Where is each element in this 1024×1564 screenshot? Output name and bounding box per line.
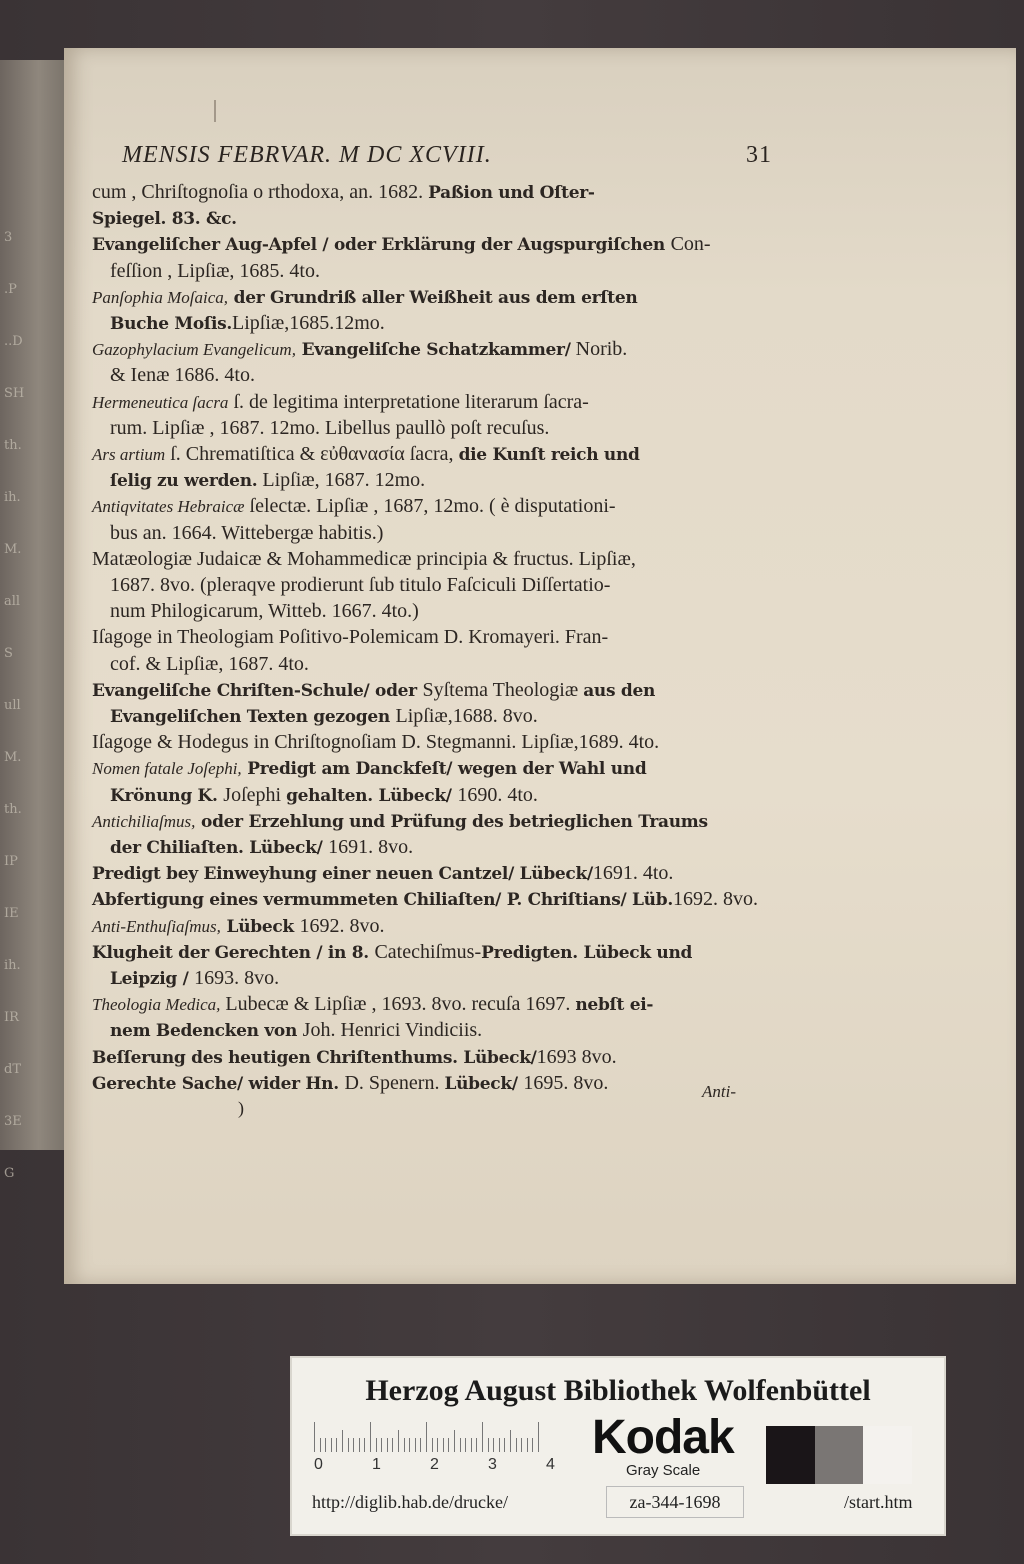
ruler-number: 0 <box>314 1456 323 1473</box>
ruler-tick <box>510 1430 511 1452</box>
text-run: Gerechte Sache/ wider Hn. <box>92 1073 345 1094</box>
text-run: Lübeck <box>220 916 300 937</box>
text-line <box>92 652 309 676</box>
text-run: D. Spenern. <box>344 1071 445 1094</box>
ruler-tick <box>404 1438 405 1452</box>
text-run: Krönung K. <box>110 785 224 806</box>
bleed-glyph: all <box>4 594 21 609</box>
text-line <box>92 1018 482 1043</box>
ruler-tick <box>527 1438 528 1452</box>
bleed-glyph: th. <box>4 438 22 453</box>
text-run: Iſagoge in Theologiam Poſitivo-Polemicam D. Kromayeri. Fran- <box>92 626 609 649</box>
ruler-tick <box>488 1438 489 1452</box>
text-line <box>92 180 595 205</box>
text-run: Predigten. Lübeck und <box>481 942 693 963</box>
ruler-tick <box>364 1438 365 1452</box>
text-line <box>92 835 413 860</box>
text-line <box>92 468 425 493</box>
text-line <box>92 992 653 1017</box>
text-line <box>92 390 589 415</box>
bleed-glyph: ..D <box>4 334 23 349</box>
text-line <box>92 232 711 257</box>
bleed-glyph: SH <box>4 386 25 401</box>
ruler-tick <box>516 1438 517 1452</box>
ruler-tick <box>465 1438 466 1452</box>
ruler-tick <box>320 1438 321 1452</box>
text-line <box>92 573 610 597</box>
text-line <box>92 599 419 623</box>
text-run: Panſophia Moſaica, <box>92 287 228 307</box>
text-line <box>92 887 758 912</box>
text-run: Lipſiæ,1688. 8vo. <box>395 705 538 727</box>
ruler-tick <box>448 1438 449 1452</box>
text-run: nebſt ei- <box>575 995 654 1016</box>
text-run: Klugheit der Gerechten / in 8. <box>92 942 375 963</box>
gray-swatch <box>863 1426 912 1484</box>
ruler-tick <box>409 1438 410 1452</box>
bleed-glyph: IP <box>4 854 18 869</box>
text-run: Paßion und Oſter- <box>428 183 595 203</box>
start-path: /start.htm <box>844 1492 913 1512</box>
text-run: Buche Moſis. <box>110 314 232 334</box>
ruler-tick <box>342 1430 343 1452</box>
ink-tick <box>214 100 216 122</box>
text-run: Syſtema Theologiæ <box>422 678 584 701</box>
ruler-number: 3 <box>488 1456 497 1473</box>
text-run: der Chiliaſten. Lübeck/ <box>110 838 329 858</box>
text-run: Gazophylacium Evangelicum, <box>92 340 296 360</box>
text-line <box>92 783 538 808</box>
ruler-tick <box>348 1438 349 1452</box>
text-line <box>92 259 320 283</box>
text-run: ſelectæ. Lipſiæ , 1687, 12mo. ( è disputationi- <box>244 495 616 518</box>
gray-swatch <box>766 1426 815 1484</box>
text-run: oder Erzehlung und Prüfung des betrieglichen Traums <box>195 811 708 832</box>
text-run: Evangeliſcher Aug-Apfel / oder Erklärung der Augspurgiſchen <box>92 235 671 256</box>
grayscale-label: Gray Scale <box>626 1462 701 1479</box>
ruler-numbers <box>306 1456 556 1476</box>
library-color-card <box>290 1356 946 1536</box>
bleed-glyph: ih. <box>4 490 21 505</box>
text-run: Abfertigung eines vermummeten Chiliaſten/ P. Chriſtians/ Lüb. <box>92 890 673 911</box>
ruler-number: 4 <box>546 1456 555 1473</box>
ruler-tick <box>420 1438 421 1452</box>
ruler-tick <box>493 1438 494 1452</box>
ruler-tick <box>476 1438 477 1452</box>
text-run: Joh. Henrici Vindiciis. <box>302 1019 483 1042</box>
ruler-tick <box>482 1422 483 1452</box>
text-run: Norib. <box>570 338 628 361</box>
ruler-tick <box>538 1422 539 1452</box>
text-run: ſ. de legitima interpretatione literarum ſacra- <box>228 390 589 413</box>
text-run: Joſephi <box>223 783 287 806</box>
text-run: Leipzig / <box>110 969 195 989</box>
text-run: Lipſiæ, 1687. 12mo. <box>257 469 426 492</box>
text-run: Lipſiæ,1685.12mo. <box>232 312 385 334</box>
text-run: cum , Chriſtognoſia o rthodoxa, an. 1682. <box>92 181 429 203</box>
bleed-glyph: .P <box>4 282 17 297</box>
text-run: gehalten. Lübeck/ <box>286 785 458 806</box>
text-line <box>92 442 640 467</box>
text-line <box>92 678 655 703</box>
ruler-tick <box>443 1438 444 1452</box>
bleed-glyph: S <box>4 646 13 661</box>
text-run: Anti-Enthuſiaſmus, <box>92 916 221 936</box>
text-line <box>92 363 255 387</box>
text-line <box>92 940 692 965</box>
ruler-tick <box>499 1438 500 1452</box>
text-run: Con- <box>670 233 711 256</box>
bleed-glyph: IE <box>4 906 19 921</box>
text-run: Lübeck/ <box>444 1073 524 1094</box>
text-line <box>92 1045 617 1070</box>
text-run: ſ. Chrematiſtica & εὐθανασία ſacra, <box>165 443 459 465</box>
text-run: Nomen fatale Joſephi, <box>92 759 242 779</box>
text-line <box>92 730 659 754</box>
ruler-tick <box>353 1438 354 1452</box>
text-run: Evangeliſche Schatzkammer/ <box>295 340 571 361</box>
text-run: cof. & Lipſiæ, 1687. 4to. <box>110 652 309 675</box>
stray-mark: ) <box>238 1098 244 1118</box>
text-run: Hermeneutica ſacra <box>92 392 229 412</box>
library-name: Herzog August Bibliothek Wolfenbüttel <box>365 1374 871 1407</box>
ruler-tick <box>532 1438 533 1452</box>
ruler-tick <box>359 1438 360 1452</box>
ruler-tick <box>432 1438 433 1452</box>
ruler-tick <box>381 1438 382 1452</box>
ruler-tick <box>426 1422 427 1452</box>
text-run: 1695. 8vo. <box>523 1071 609 1094</box>
ruler-tick <box>454 1430 455 1452</box>
ruler-tick <box>392 1438 393 1452</box>
text-line <box>92 521 383 545</box>
text-run: nem Bedencken von <box>110 1021 303 1042</box>
text-run: die Kunſt reich und <box>458 445 640 465</box>
bleed-glyph: IR <box>4 1010 19 1025</box>
gray-swatches <box>766 1426 912 1484</box>
text-line <box>92 337 627 362</box>
text-run: Antichiliaſmus, <box>92 811 196 831</box>
text-run: Evangeliſche Chriſten-Schule/ oder <box>92 680 423 701</box>
ruler-number: 1 <box>372 1456 381 1473</box>
ruler-tick <box>387 1438 388 1452</box>
text-line <box>92 285 637 310</box>
text-run: Ars artium <box>92 445 166 464</box>
text-run: Lubecæ & Lipſiæ , 1693. 8vo. recuſa 1697. <box>220 993 576 1016</box>
text-run: feſſion , Lipſiæ, 1685. 4to. <box>110 259 320 282</box>
text-run: Predigt bey Einweyhung einer neuen Cantzel/ Lübeck/ <box>92 864 593 885</box>
text-run: Predigt am Danckfeſt/ wegen der Wahl und <box>241 759 647 780</box>
text-run: Antiqvitates Hebraicæ <box>92 497 245 517</box>
text-run: bus an. 1664. Wittebergæ habitis.) <box>110 521 384 544</box>
ruler-tick <box>314 1422 315 1452</box>
ruler-tick <box>471 1438 472 1452</box>
catchword: Anti- <box>702 1082 736 1101</box>
page-number: 31 <box>746 142 772 168</box>
text-run: der Grundriß aller Weißheit aus dem erſten <box>227 287 638 308</box>
text-run: Iſagoge & Hodegus in Chriſtognoſiam D. Stegmanni. Lipſiæ,1689. 4to. <box>92 731 660 754</box>
bleed-glyph: ull <box>4 698 21 713</box>
ruler-tick <box>336 1438 337 1452</box>
text-run: 1692. 8vo. <box>672 888 758 911</box>
bleed-glyph: G <box>4 1166 15 1181</box>
bleed-glyph: th. <box>4 802 22 817</box>
text-run: ſelig zu werden. <box>110 471 258 492</box>
gray-swatch <box>815 1426 864 1484</box>
text-run: Catechiſmus- <box>374 940 482 963</box>
document-id: za-344-1698 <box>606 1486 744 1518</box>
text-run: rum. Lipſiæ , 1687. 12mo. Libellus paullò poſt recuſus. <box>110 416 550 439</box>
text-line <box>92 966 279 991</box>
text-line <box>92 914 385 939</box>
ruler-number: 2 <box>430 1456 439 1473</box>
ruler-tick <box>460 1438 461 1452</box>
bleed-glyph: ih. <box>4 958 21 973</box>
ruler-tick <box>370 1422 371 1452</box>
text-run: 1687. 8vo. (pleraqve prodierunt ſub titulo Faſciculi Diſſertatio- <box>110 574 611 596</box>
library-url: http://diglib.hab.de/drucke/ <box>312 1492 508 1512</box>
running-header <box>122 142 772 172</box>
text-line <box>92 494 616 519</box>
text-line <box>92 1071 608 1096</box>
bleed-glyph: dT <box>4 1062 21 1077</box>
text-run: 1693. 8vo. <box>194 967 280 989</box>
text-run: Matæologiæ Judaicæ & Mohammedicæ principia & fructus. Lipſiæ, <box>92 547 636 570</box>
text-line <box>92 861 673 886</box>
text-run: Evangeliſchen Texten gezogen <box>110 707 396 727</box>
text-run: 1691. 4to. <box>592 862 674 885</box>
bleed-glyph: 3E <box>4 1114 22 1129</box>
ruler-tick <box>376 1438 377 1452</box>
text-line <box>92 206 237 231</box>
text-run: aus den <box>583 680 656 701</box>
ruler-tick <box>331 1438 332 1452</box>
ruler-tick <box>504 1438 505 1452</box>
text-run: Beſſerung des heutigen Chriſtenthums. Lübeck/ <box>92 1047 537 1068</box>
text-line <box>92 311 385 336</box>
bleed-glyph: M. <box>4 542 22 557</box>
bleed-glyph: 3 <box>4 230 13 245</box>
ruler-tick <box>437 1438 438 1452</box>
text-run: Theologia Medica, <box>92 995 221 1015</box>
bleed-glyph: M. <box>4 750 22 765</box>
text-line <box>92 756 646 781</box>
ruler-tick <box>415 1438 416 1452</box>
text-run: 1691. 8vo. <box>328 836 414 858</box>
facing-page-edge <box>0 60 64 1181</box>
ruler-tick <box>325 1438 326 1452</box>
header-title: MENSIS FEBRVAR. M DC XCVIII. <box>122 142 492 168</box>
text-line <box>92 547 636 571</box>
scale-ruler <box>314 1422 542 1452</box>
text-run: 1692. 8vo. <box>299 914 385 937</box>
text-run: Spiegel. 83. &c. <box>92 209 237 230</box>
text-run: & Ienæ 1686. 4to. <box>110 364 255 387</box>
text-line <box>92 416 549 440</box>
ruler-tick <box>398 1430 399 1452</box>
ruler-tick <box>521 1438 522 1452</box>
text-line <box>92 704 538 729</box>
text-line <box>92 625 608 649</box>
text-run: 1690. 4to. <box>457 783 538 806</box>
text-run: num Philogicarum, Witteb. 1667. 4to.) <box>110 600 419 623</box>
text-line <box>92 809 708 834</box>
kodak-logo: Kodak <box>592 1411 734 1464</box>
text-run: 1693 8vo. <box>536 1045 617 1068</box>
